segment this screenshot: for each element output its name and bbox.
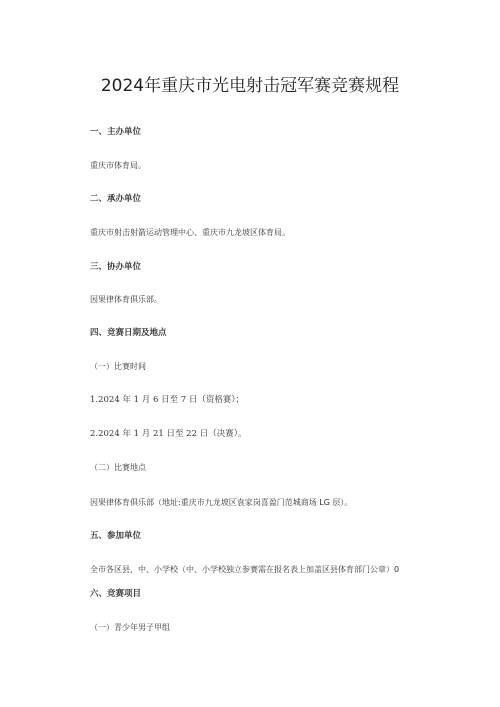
- venue-text: 因果律体育俱乐部（地址:重庆市九龙坡区袁家岗喜盈门范城商场 LG 层）。: [90, 498, 353, 507]
- competition-time-label: （一）比赛时间: [90, 362, 146, 371]
- section-text-co-organizer: 因果律体育俱乐部。: [90, 295, 162, 304]
- section-text-host: 重庆市射击射箭运动管理中心、重庆市九龙坡区体育局。: [90, 228, 290, 237]
- section-heading-host: 二、承办单位: [90, 194, 142, 204]
- section-text-organizer: 重庆市体育局。: [90, 161, 146, 170]
- date-item-2: 2.2024 年 1 月 21 日至 22 日（决赛）。: [90, 429, 247, 439]
- section-heading-date-venue: 四、竞赛日期及地点: [90, 328, 167, 338]
- event-group-label: （一）青少年男子甲组: [90, 623, 170, 632]
- section-text-participants: 全市各区县，中、小学校（中、小学校独立参赛需在报名表上加盖区县体育部门公章）0: [90, 565, 400, 574]
- section-heading-co-organizer: 三、协办单位: [90, 262, 142, 272]
- section-heading-events: 六、竞赛项目: [90, 589, 142, 599]
- document-title: 2024年重庆市光电射击冠军赛竞赛规程: [100, 76, 400, 96]
- section-heading-participants: 五、参加单位: [90, 531, 142, 541]
- date-item-1: 1.2024 年 1 月 6 日至 7 日（资格赛）；: [90, 395, 245, 405]
- section-heading-organizer: 一、主办单位: [90, 127, 142, 137]
- venue-label: （二）比赛地点: [90, 463, 146, 472]
